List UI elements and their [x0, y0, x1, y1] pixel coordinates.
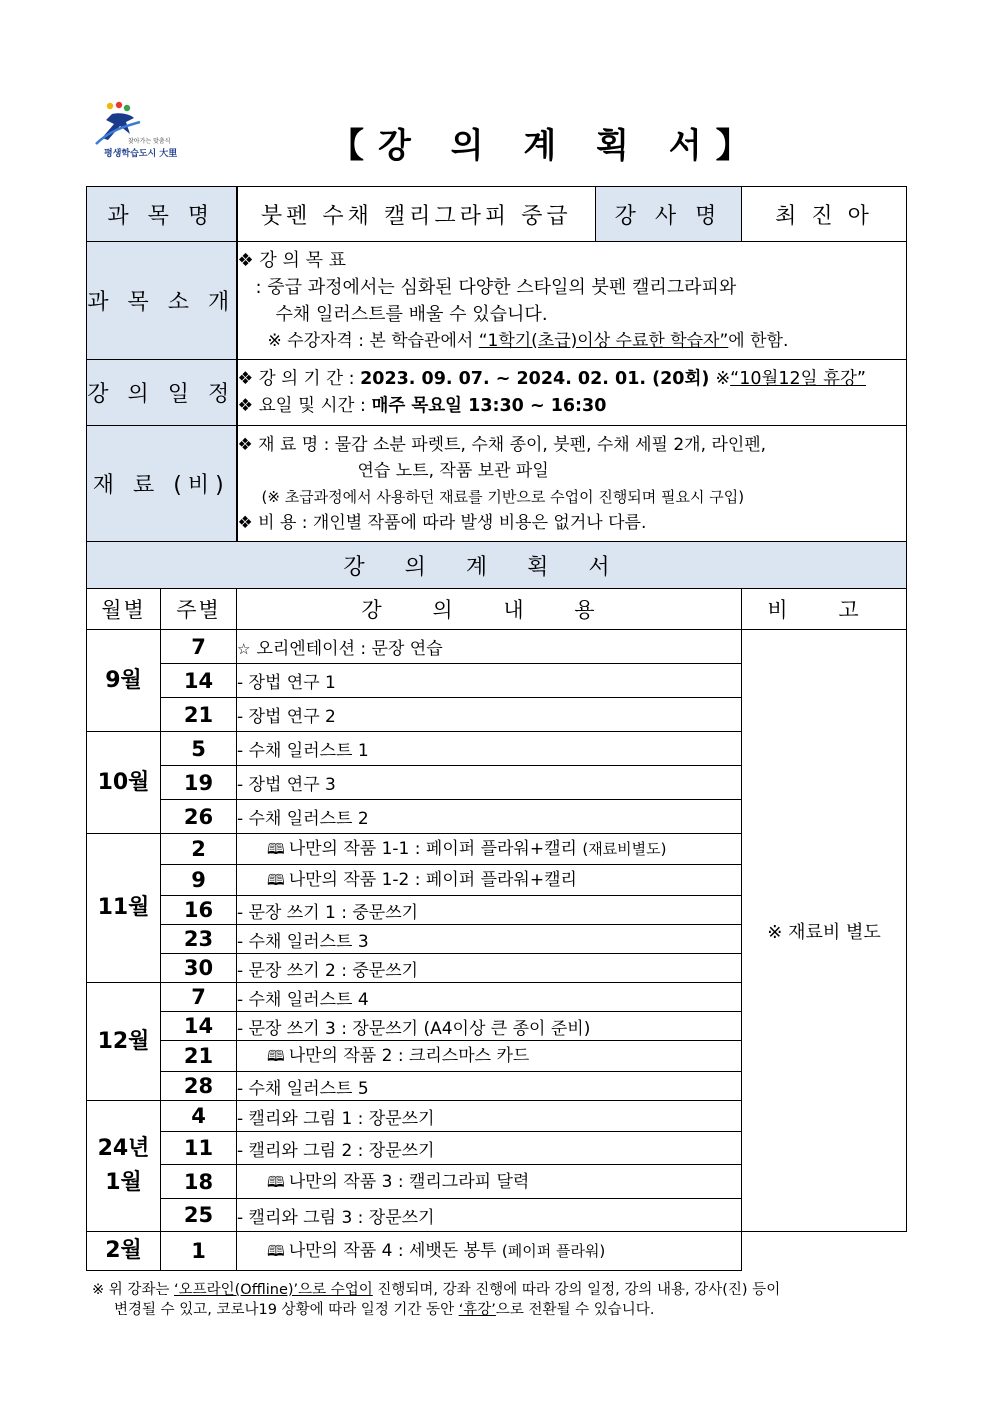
month-cell: 12월	[87, 983, 161, 1101]
month-cell: 11월	[87, 834, 161, 983]
month-cell: 10월	[87, 732, 161, 834]
content-text: 나만의 작품 1-2 : 페이퍼 플라워+캘리	[288, 870, 577, 890]
week-cell: 11	[161, 1132, 237, 1165]
week-cell: 5	[161, 732, 237, 766]
week-cell: 2	[161, 834, 237, 865]
month-year: 24년	[97, 1136, 150, 1161]
month-cell: 9월	[87, 630, 161, 732]
week-cell: 18	[161, 1165, 237, 1199]
book-icon: 🕮	[267, 1242, 285, 1260]
week-cell: 1	[161, 1232, 237, 1271]
period-line	[238, 366, 907, 393]
week-cell: 25	[161, 1199, 237, 1232]
content-cell: - 캘리와 그림 1 : 장문쓰기	[237, 1101, 742, 1132]
logo-dot-green	[124, 105, 130, 111]
content-text: 나만의 작품 3 : 캘리그라피 달력	[288, 1171, 530, 1192]
week-cell: 21	[161, 698, 237, 732]
footer-l2-b: 으로 전환될 수 있습니다.	[495, 1302, 655, 1318]
qual-underlined: “1학기(초급)이상 수료한 학습자”	[478, 330, 729, 351]
qual-suffix: 에 한함.	[728, 330, 789, 351]
goal-line-1: : 중급 과정에서는 심화된 다양한 스타일의 붓펜 캘리그라피와	[255, 276, 737, 298]
intro-label: 과 목 소 개	[87, 242, 237, 360]
content-cell: - 장법 연구 1	[237, 664, 742, 698]
logo-dot-yellow	[107, 103, 113, 109]
content-cell: - 수채 일러스트 1	[237, 732, 742, 766]
materials-line-4: ❖ 비 용 : 개인별 작품에 따라 발생 비용은 없거나 다름.	[237, 512, 647, 533]
week-cell: 19	[161, 766, 237, 800]
content-cell: - 캘리와 그림 2 : 장문쓰기	[237, 1132, 742, 1165]
book-icon: 🕮	[267, 1172, 285, 1191]
week-cell: 14	[161, 664, 237, 698]
materials-line-1: ❖ 재 료 명 : 물감 소분 파렛트, 수채 종이, 붓펜, 수채 세필 2개, 라인펜,	[237, 434, 767, 455]
teacher-name: 최 진 아	[742, 187, 907, 242]
logo-tagline: 찾아가는 맞춤식	[128, 138, 171, 145]
qualification	[238, 328, 907, 355]
footer-line-1	[92, 1280, 912, 1300]
content-cell: - 수채 일러스트 2	[237, 800, 742, 834]
week-cell: 14	[161, 1012, 237, 1041]
time-label: ❖ 요일 및 시간 :	[237, 395, 372, 416]
col-note-header: 비 고	[742, 589, 907, 630]
materials-label: 재 료 (비)	[87, 426, 237, 542]
footer-l2-underlined: ‘휴강’	[458, 1302, 496, 1318]
teacher-label: 강 사 명	[596, 187, 742, 242]
col-week-header: 주별	[161, 589, 237, 630]
content-cell: - 장법 연구 2	[237, 698, 742, 732]
intro-body	[237, 242, 907, 360]
page-title: 【강 의 계 획 서】	[330, 126, 764, 166]
week-cell: 30	[161, 954, 237, 983]
period-value: 2023. 09. 07. ~ 2024. 02. 01. (20회)	[360, 368, 716, 389]
logo-name: 평생학습도시 大里	[104, 149, 178, 159]
content-cell	[237, 834, 742, 865]
star-icon: ☆	[237, 640, 251, 658]
footer-notice	[92, 1280, 912, 1320]
footer-l1-a: ※ 위 강좌는	[92, 1282, 175, 1298]
content-cell	[237, 1041, 742, 1072]
goal-heading: ❖ 강 의 목 표	[237, 249, 347, 271]
content-cell: - 캘리와 그림 3 : 장문쓰기	[237, 1199, 742, 1232]
footer-l2-a: 변경될 수 있고, 코로나19 상황에 따라 일정 기간 동안	[114, 1302, 459, 1318]
week-cell: 4	[161, 1101, 237, 1132]
content-cell: - 수채 일러스트 5	[237, 1072, 742, 1101]
month-name: 1월	[105, 1170, 142, 1195]
course-name: 붓펜 수채 캘리그라피 중급	[237, 187, 596, 242]
content-extra: (페이퍼 플라워)	[501, 1242, 606, 1260]
content-cell: - 문장 쓰기 3 : 장문쓰기 (A4이상 큰 종이 준비)	[237, 1012, 742, 1041]
book-icon: 🕮	[267, 871, 285, 889]
week-cell: 21	[161, 1041, 237, 1072]
footer-l1-b: 진행되며, 강좌 진행에 따라 강의 일정, 강의 내용, 강사(진) 등이	[372, 1282, 781, 1298]
content-cell: - 수채 일러스트 3	[237, 925, 742, 954]
footer-line-2	[92, 1300, 912, 1320]
content-cell: - 문장 쓰기 1 : 중문쓰기	[237, 896, 742, 925]
week-cell: 26	[161, 800, 237, 834]
week-cell: 23	[161, 925, 237, 954]
schedule-body	[237, 360, 907, 426]
col-content-header: 강 의 내 용	[237, 589, 742, 630]
content-text: 오리엔테이션 : 문장 연습	[256, 639, 443, 659]
month-cell: 2월	[87, 1232, 161, 1271]
course-label: 과 목 명	[87, 187, 237, 242]
content-cell	[237, 1165, 742, 1199]
time-line	[238, 393, 907, 420]
note-cell: ※ 재료비 별도	[742, 630, 907, 1232]
lecture-plan-table	[86, 186, 907, 1271]
week-cell: 16	[161, 896, 237, 925]
month-cell	[87, 1101, 161, 1232]
week-cell: 28	[161, 1072, 237, 1101]
week-cell: 7	[161, 630, 237, 664]
content-cell	[237, 630, 742, 664]
week-cell: 7	[161, 983, 237, 1012]
content-cell	[237, 865, 742, 896]
plan-section-title: 강의계획서	[87, 542, 907, 589]
content-extra: (재료비별도)	[582, 840, 667, 858]
week-cell: 9	[161, 865, 237, 896]
logo-dot-red	[116, 102, 122, 108]
content-text: 나만의 작품 1-1 : 페이퍼 플라워+캘리	[288, 839, 583, 859]
content-cell	[237, 1232, 742, 1271]
content-cell: - 수채 일러스트 4	[237, 983, 742, 1012]
book-icon: 🕮	[267, 840, 285, 858]
materials-line-2: 연습 노트, 작품 보관 파일	[357, 460, 549, 481]
goal-line-2: 수채 일러스트를 배울 수 있습니다.	[275, 303, 548, 325]
footer-l1-underlined: ‘오프라인(Offline)’으로 수업이	[174, 1282, 373, 1298]
qual-prefix: ※ 수강자격 : 본 학습관에서	[267, 330, 479, 351]
period-note: “10월12일 휴강”	[730, 368, 866, 389]
content-text: 나만의 작품 2 : 크리스마스 카드	[288, 1046, 530, 1066]
content-text: 나만의 작품 4 : 세뱃돈 봉투	[288, 1241, 502, 1261]
book-icon: 🕮	[267, 1047, 285, 1065]
period-note-mark: ※	[715, 368, 731, 389]
col-month-header: 월별	[87, 589, 161, 630]
content-cell: - 문장 쓰기 2 : 중문쓰기	[237, 954, 742, 983]
schedule-label: 강 의 일 정	[87, 360, 237, 426]
period-label: ❖ 강 의 기 간 :	[237, 368, 361, 389]
time-value: 매주 목요일 13:30 ~ 16:30	[371, 395, 607, 416]
materials-body	[237, 426, 907, 542]
materials-line-3: (※ 초급과정에서 사용하던 재료를 기반으로 수업이 진행되며 필요시 구입)	[261, 487, 745, 506]
content-cell: - 장법 연구 3	[237, 766, 742, 800]
